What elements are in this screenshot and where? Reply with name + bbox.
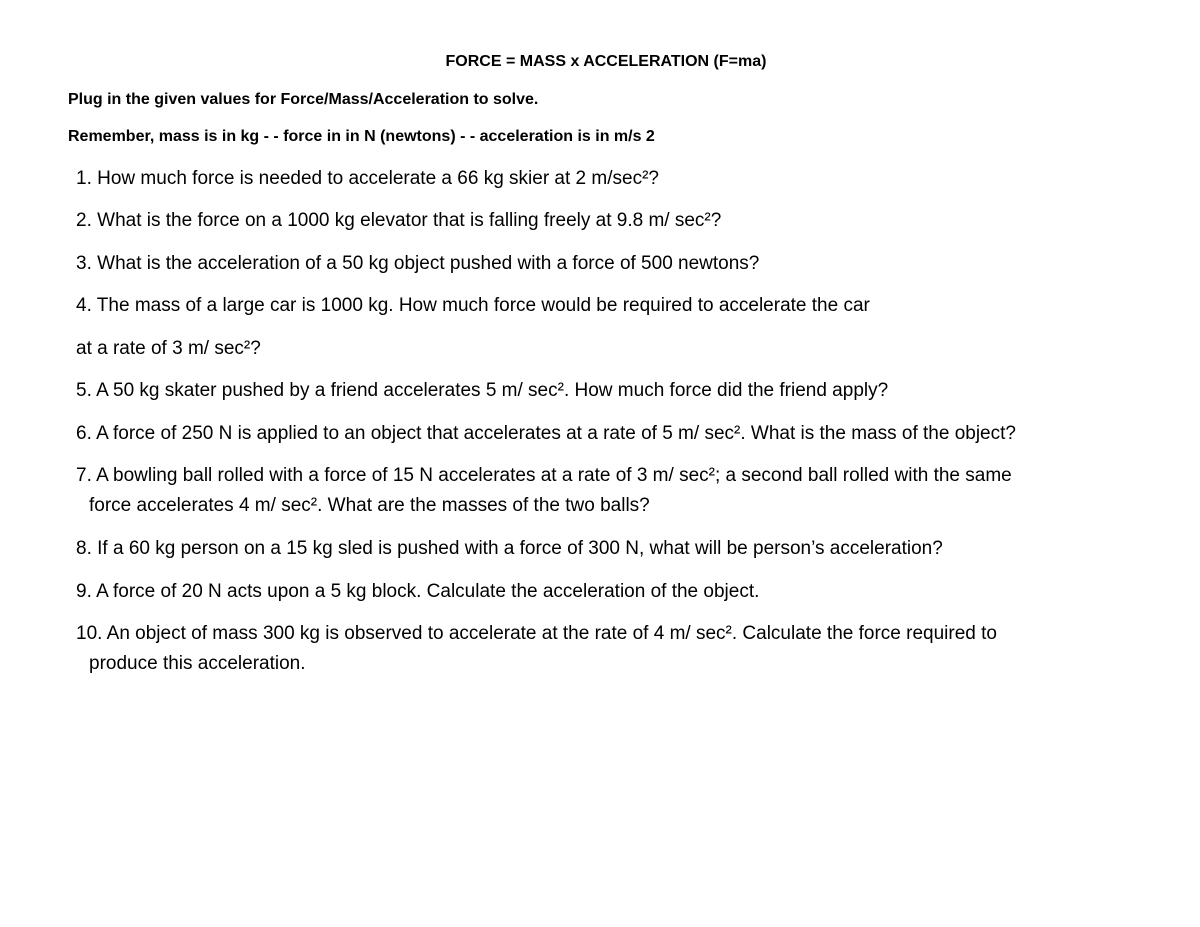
question-10 xyxy=(76,619,1176,679)
question-text-continued: produce this acceleration. xyxy=(89,653,306,674)
question-8 xyxy=(76,534,1176,564)
question-text: A 50 kg skater pushed by a friend accelerates 5 m/ sec². How much force did the friend apply? xyxy=(96,380,889,401)
question-4-continued xyxy=(76,334,1176,364)
question-4 xyxy=(76,291,1176,321)
question-number: 6. xyxy=(76,423,92,444)
question-number: 3. xyxy=(76,253,92,274)
question-number: 7. xyxy=(76,465,92,486)
question-text: If a 60 kg person on a 15 kg sled is pushed with a force of 300 N, what will be person’s acceleration? xyxy=(97,538,943,559)
question-7 xyxy=(76,461,1176,521)
question-text: A bowling ball rolled with a force of 15 N accelerates at a rate of 3 m/ sec²; a second ball rolled with the same xyxy=(96,465,1012,486)
instruction-units: Remember, mass is in kg - - force in in N (newtons) - - acceleration is in m/s 2 xyxy=(68,128,655,145)
question-3 xyxy=(76,249,1176,279)
question-text: What is the acceleration of a 50 kg object pushed with a force of 500 newtons? xyxy=(97,253,760,274)
question-5 xyxy=(76,376,1176,406)
question-number: 4. xyxy=(76,295,92,316)
question-text: The mass of a large car is 1000 kg. How much force would be required to accelerate the car xyxy=(96,295,870,316)
question-2 xyxy=(76,206,1176,236)
question-text-continued: at a rate of 3 m/ sec²? xyxy=(76,338,261,359)
question-number: 2. xyxy=(76,210,92,231)
question-text: A force of 250 N is applied to an object that accelerates at a rate of 5 m/ sec². What is the mass of the object? xyxy=(96,423,1016,444)
question-text-continued: force accelerates 4 m/ sec². What are the masses of the two balls? xyxy=(89,495,650,516)
question-text: An object of mass 300 kg is observed to accelerate at the rate of 4 m/ sec². Calculate the force required to xyxy=(106,623,997,644)
question-number: 1. xyxy=(76,168,92,189)
question-number: 9. xyxy=(76,581,92,602)
question-1 xyxy=(76,164,1176,194)
worksheet-title: FORCE = MASS x ACCELERATION (F=ma) xyxy=(445,53,767,70)
question-number: 10. xyxy=(76,623,103,644)
question-9 xyxy=(76,577,1176,607)
question-text: What is the force on a 1000 kg elevator that is falling freely at 9.8 m/ sec²? xyxy=(97,210,722,231)
question-number: 8. xyxy=(76,538,92,559)
question-6 xyxy=(76,419,1176,449)
question-text: A force of 20 N acts upon a 5 kg block. Calculate the acceleration of the object. xyxy=(96,581,760,602)
question-text: How much force is needed to accelerate a 66 kg skier at 2 m/sec²? xyxy=(97,168,659,189)
question-number: 5. xyxy=(76,380,92,401)
instruction-plug-in: Plug in the given values for Force/Mass/Acceleration to solve. xyxy=(68,91,539,108)
